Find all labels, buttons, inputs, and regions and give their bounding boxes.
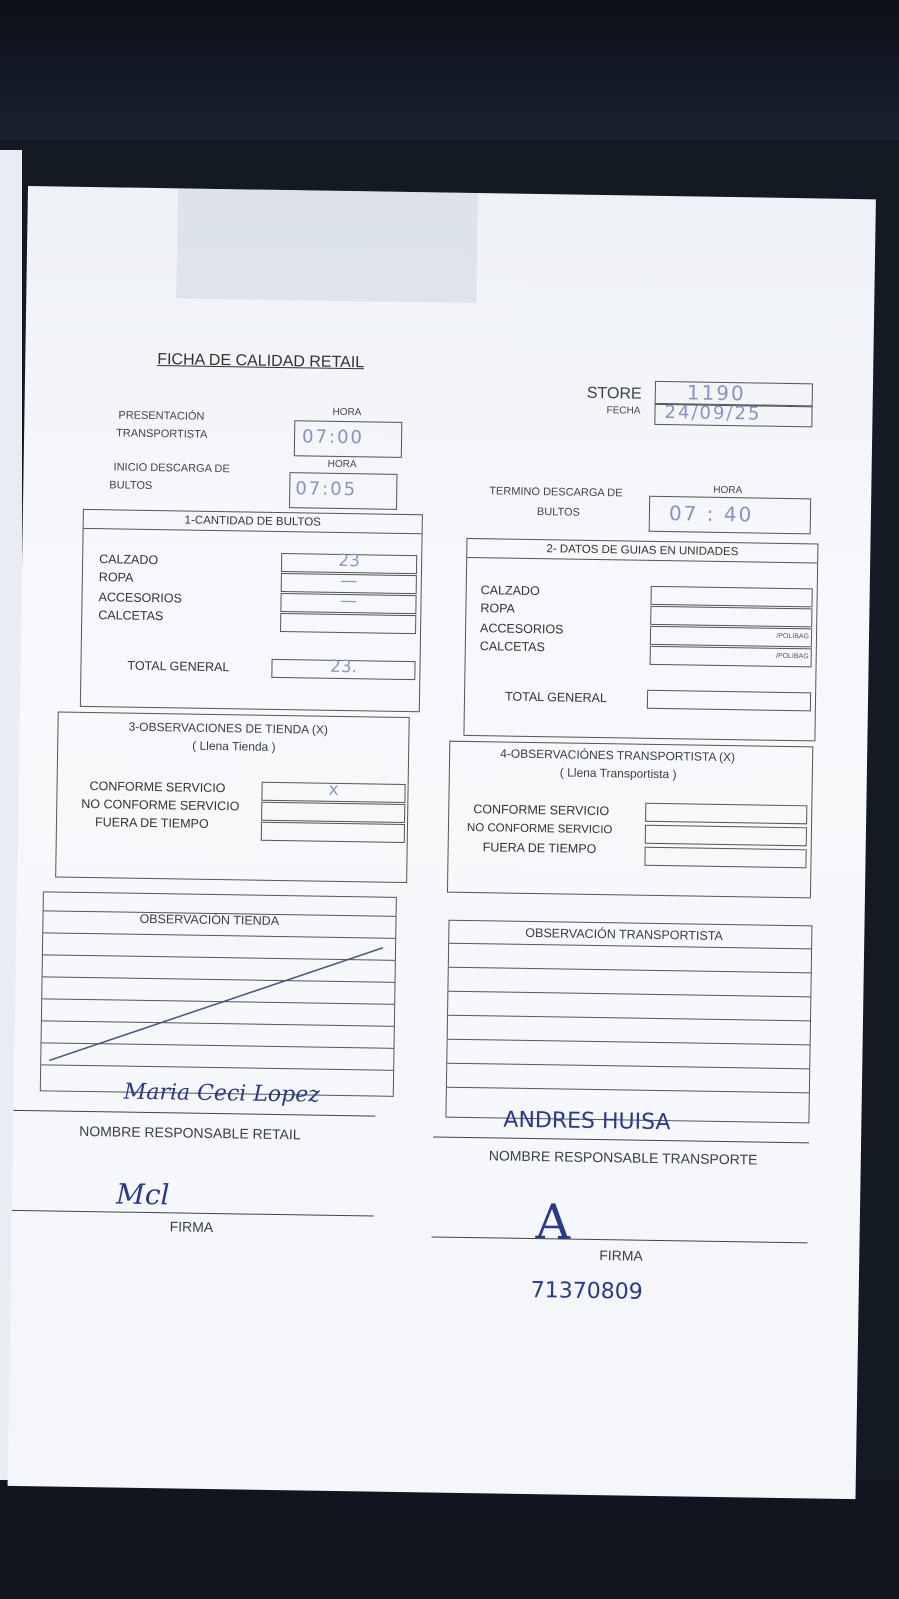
section3-value-conforme: x xyxy=(328,779,339,800)
section4-label-no-conforme: NO CONFORME SERVICIO xyxy=(466,821,613,837)
section4-cell-conforme xyxy=(645,803,807,825)
section-observaciones-tienda xyxy=(55,712,410,884)
section1-label-calcetas: CALCETAS xyxy=(98,608,164,624)
section2-label-accesorios: ACCESORIOS xyxy=(480,621,564,637)
retail-firma-label: FIRMA xyxy=(169,1218,214,1236)
section4-cell-no-conforme xyxy=(645,825,807,847)
fecha-value: 24/09/25 xyxy=(664,402,762,425)
section4-value-conforme xyxy=(646,800,806,803)
section3-cell-no-conforme xyxy=(261,802,405,823)
transporte-signature: A xyxy=(535,1194,571,1251)
section3-cell-conforme xyxy=(261,779,405,803)
section1-label-calzado: CALZADO xyxy=(99,552,159,568)
store-label: STORE xyxy=(586,384,642,403)
section1-cell-accesorios xyxy=(280,590,416,614)
section2-value-calzado xyxy=(652,583,812,586)
presentacion-label-2: TRANSPORTISTA xyxy=(116,427,208,441)
transporte-name-label: NOMBRE RESPONSABLE TRANSPORTE xyxy=(488,1147,758,1168)
section4-subtitle: ( Llena Transportista ) xyxy=(559,765,677,782)
presentacion-time-value: 07:00 xyxy=(301,426,365,449)
background-top xyxy=(0,0,899,140)
section1-total-value: 23. xyxy=(329,656,358,678)
paper-fold-shadow xyxy=(176,188,478,303)
observacion-tienda-box xyxy=(40,891,397,1097)
retail-name-handwritten: Maria Ceci Lopez xyxy=(123,1079,321,1108)
retail-firma-line xyxy=(12,1210,374,1217)
termino-label-1: TERMINO DESCARGA DE xyxy=(489,485,623,500)
inicio-label-2: BULTOS xyxy=(109,479,153,492)
inicio-label-1: INICIO DESCARGA DE xyxy=(113,461,230,476)
section1-label-ropa: ROPA xyxy=(98,570,134,585)
section3-label-no-conforme: NO CONFORME SERVICIO xyxy=(81,796,240,814)
retail-name-line xyxy=(13,1110,375,1117)
hora-label-3: HORA xyxy=(713,484,743,497)
fecha-label: FECHA xyxy=(606,405,641,417)
section2-cell-calcetas xyxy=(650,646,812,668)
observacion-tienda-title: OBSERVACIÓN TIENDA xyxy=(139,911,280,929)
termino-label-2: BULTOS xyxy=(536,506,581,519)
transporte-id-number: 71370809 xyxy=(530,1278,643,1305)
transporte-firma-line xyxy=(432,1236,808,1243)
section1-label-accesorios: ACCESORIOS xyxy=(98,590,183,606)
section2-total-cell xyxy=(647,690,811,712)
section4-cell-fuera-tiempo xyxy=(644,847,806,869)
section1-value-accesorios: — xyxy=(339,590,358,612)
section4-label-fuera-tiempo: FUERA DE TIEMPO xyxy=(482,840,597,857)
observacion-transportista-title: OBSERVACIÓN TRANSPORTISTA xyxy=(525,925,723,944)
retail-name-label: NOMBRE RESPONSABLE RETAIL xyxy=(79,1122,301,1143)
strike-through-line xyxy=(41,892,396,1096)
hora-label-2: HORA xyxy=(327,458,357,471)
section-cantidad-bultos xyxy=(80,509,423,712)
section3-label-fuera-tiempo: FUERA DE TIEMPO xyxy=(94,815,209,831)
form-title: FICHA DE CALIDAD RETAIL xyxy=(157,351,365,372)
background-bottom xyxy=(0,1480,899,1599)
store-value: 1190 xyxy=(686,380,746,406)
section1-value-calzado: 23 xyxy=(338,550,361,572)
section3-subtitle: ( Llena Tienda ) xyxy=(192,738,276,754)
section3-cell-fuera-tiempo xyxy=(261,822,405,843)
section2-cell-calzado xyxy=(650,586,812,608)
section-datos-guias xyxy=(463,538,818,742)
inicio-time-value: 07:05 xyxy=(295,478,358,501)
section4-label-conforme: CONFORME SERVICIO xyxy=(473,802,610,819)
section2-note-accesorios: /POLIBAG xyxy=(776,632,810,641)
observacion-transportista-box xyxy=(445,920,812,1124)
section2-total-value xyxy=(648,687,810,690)
transporte-name-line xyxy=(433,1136,809,1143)
termino-time-value: 07 : 40 xyxy=(668,501,754,527)
section2-note-calcetas: /POLIBAG xyxy=(775,652,809,661)
observacion-transportista-lines xyxy=(450,921,812,927)
section1-value-ropa: — xyxy=(340,570,358,592)
section2-total-label: TOTAL GENERAL xyxy=(504,689,608,706)
section3-title: 3-OBSERVACIONES DE TIENDA (X) xyxy=(128,719,328,737)
transporte-firma-label: FIRMA xyxy=(599,1247,643,1264)
section1-cell-calcetas xyxy=(280,613,416,634)
section1-total-cell xyxy=(271,656,415,680)
hora-label-1: HORA xyxy=(332,406,362,419)
section4-title: 4-OBSERVACIÓNES TRANSPORTISTA (X) xyxy=(500,746,736,765)
section1-total-label: TOTAL GENERAL xyxy=(127,658,230,675)
paper-form xyxy=(8,186,876,1499)
transporte-name-handwritten: ANDRES HUISA xyxy=(503,1107,671,1136)
section2-title: 2- DATOS DE GUIAS EN UNIDADES xyxy=(467,539,817,563)
retail-signature: Mcl xyxy=(115,1177,170,1212)
section2-label-ropa: ROPA xyxy=(480,601,516,616)
section1-title: 1-CANTIDAD DE BULTOS xyxy=(84,510,422,534)
section2-label-calcetas: CALCETAS xyxy=(479,639,546,655)
section3-label-conforme: CONFORME SERVICIO xyxy=(89,779,226,796)
presentacion-label-1: PRESENTACIÓN xyxy=(118,409,205,423)
section2-cell-ropa xyxy=(650,606,812,628)
section2-cell-accesorios xyxy=(650,626,812,648)
section2-label-calzado: CALZADO xyxy=(480,583,540,599)
section-observaciones-transportista xyxy=(447,741,813,899)
